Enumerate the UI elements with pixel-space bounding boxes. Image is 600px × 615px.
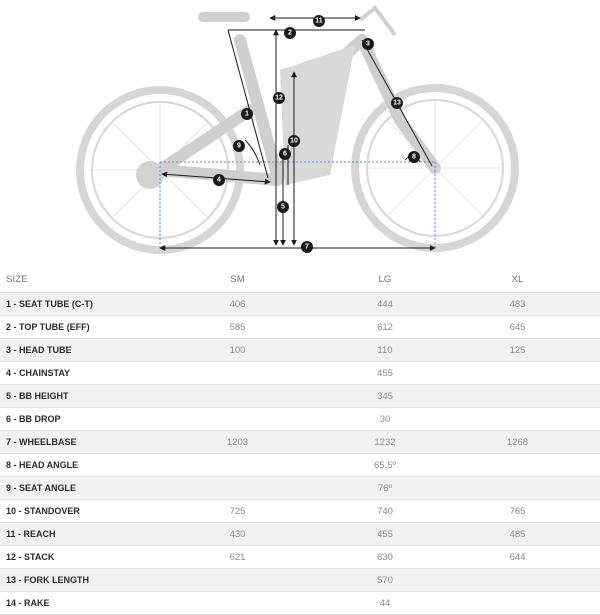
value-sm [140,569,335,592]
row-label: 13 - FORK LENGTH [0,569,140,592]
callout-2 [284,27,296,39]
row-label: 2 - TOP TUBE (EFF) [0,316,140,339]
row-label: 7 - WHEELBASE [0,431,140,454]
table-row [0,385,600,408]
value-lg: 612 [335,316,435,339]
callout-4 [213,174,225,186]
value-xl [435,592,600,615]
svg-text:4: 4 [217,176,221,184]
row-label: 1 - SEAT TUBE (C-T) [0,293,140,316]
row-label: 5 - BB HEIGHT [0,385,140,408]
callout-12 [273,92,285,104]
value-lg: 30 [335,408,435,431]
value-xl: 485 [435,523,600,546]
value-lg: 44 [335,592,435,615]
callout-11 [313,15,325,27]
table-row [0,362,600,385]
value-sm: 585 [140,316,335,339]
table-header-row [0,266,600,293]
svg-text:5: 5 [281,203,285,211]
value-sm [140,408,335,431]
geometry-diagram [0,0,600,262]
callout-5 [277,201,289,213]
row-label: 4 - CHAINSTAY [0,362,140,385]
value-sm [140,385,335,408]
value-xl [435,408,600,431]
value-xl: 645 [435,316,600,339]
value-xl: 765 [435,500,600,523]
table-row [0,500,600,523]
callout-3 [362,38,374,50]
callout-13 [391,97,403,109]
bike-geometry-svg [0,0,600,262]
svg-text:2: 2 [288,29,292,37]
value-xl: 644 [435,546,600,569]
value-lg: 65,5º [335,454,435,477]
svg-text:10: 10 [290,137,298,145]
header-sm: SM [140,266,335,293]
table-row [0,592,600,615]
svg-text:12: 12 [275,94,283,102]
table-row [0,408,600,431]
row-label: 12 - STACK [0,546,140,569]
header-lg: LG [335,266,435,293]
table-row [0,293,600,316]
value-lg: 444 [335,293,435,316]
value-sm: 406 [140,293,335,316]
svg-text:8: 8 [412,153,416,161]
value-xl [435,454,600,477]
row-label: 14 - RAKE [0,592,140,615]
row-label: 9 - SEAT ANGLE [0,477,140,500]
value-sm [140,477,335,500]
callout-8 [408,151,420,163]
svg-text:9: 9 [237,142,241,150]
bike-silhouette [80,8,515,250]
geometry-table [0,266,600,615]
value-sm: 725 [140,500,335,523]
table-row [0,316,600,339]
value-lg: 110 [335,339,435,362]
svg-text:6: 6 [283,150,287,158]
row-label: 6 - BB DROP [0,408,140,431]
table-row [0,454,600,477]
svg-text:3: 3 [366,40,370,48]
row-label: 10 - STANDOVER [0,500,140,523]
callout-10 [288,135,300,147]
table-row [0,477,600,500]
value-xl [435,477,600,500]
value-lg: 630 [335,546,435,569]
value-lg: 455 [335,523,435,546]
row-label: 3 - HEAD TUBE [0,339,140,362]
value-lg: 345 [335,385,435,408]
value-xl: 483 [435,293,600,316]
value-xl [435,362,600,385]
value-sm: 621 [140,546,335,569]
value-sm: 100 [140,339,335,362]
value-sm: 430 [140,523,335,546]
value-xl [435,569,600,592]
header-xl: XL [435,266,600,293]
value-lg: 1232 [335,431,435,454]
value-sm [140,592,335,615]
svg-text:1: 1 [245,110,249,118]
value-sm [140,454,335,477]
svg-text:11: 11 [315,17,323,25]
value-lg: 740 [335,500,435,523]
table-row [0,523,600,546]
svg-text:7: 7 [305,243,309,251]
value-sm [140,362,335,385]
callout-6 [279,148,291,160]
row-label: 8 - HEAD ANGLE [0,454,140,477]
value-xl: 1268 [435,431,600,454]
table-row [0,339,600,362]
table-row [0,546,600,569]
row-label: 11 - REACH [0,523,140,546]
header-size: SIZE [0,266,140,293]
value-sm: 1203 [140,431,335,454]
value-xl [435,385,600,408]
table-row [0,569,600,592]
value-lg: 76º [335,477,435,500]
value-lg: 570 [335,569,435,592]
table-row [0,431,600,454]
callout-9 [233,140,245,152]
callout-1 [241,108,253,120]
callout-7 [301,241,313,253]
value-xl: 125 [435,339,600,362]
svg-text:13: 13 [393,99,401,107]
value-lg: 455 [335,362,435,385]
